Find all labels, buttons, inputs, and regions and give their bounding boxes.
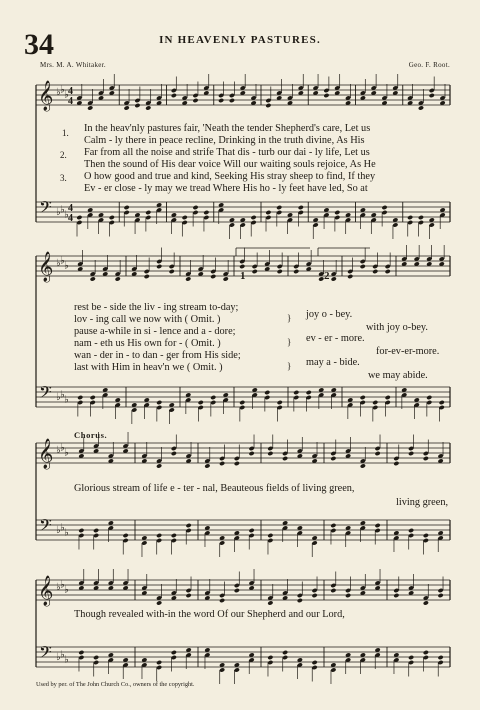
note-head (234, 461, 240, 466)
note-head (277, 400, 283, 405)
verse-line-ending: we may abide. (368, 370, 428, 381)
brace-mark: } (287, 337, 292, 347)
flat-icon: ♭ (56, 207, 61, 218)
copyright-credit: Used by per. of The John Church Co., owners of the copyright. (36, 681, 195, 688)
note-head (418, 105, 424, 110)
note-head (330, 588, 336, 593)
verse-line: wan - der in - to dan - ger from His side; (74, 350, 241, 361)
note-head (347, 274, 353, 279)
time-signature: 4 (68, 96, 73, 107)
flat-icon: ♭ (64, 89, 69, 101)
note-head (375, 523, 381, 528)
note-head (312, 660, 318, 665)
flat-icon: ♭ (64, 209, 69, 221)
flat-icon: ♭ (56, 445, 61, 456)
note-head (331, 276, 337, 281)
note-head (87, 105, 93, 110)
note-head (408, 655, 414, 660)
chorus-line-repeat: living green, (396, 497, 449, 508)
note-head (229, 98, 235, 103)
note-head (297, 598, 303, 603)
note-head (192, 205, 198, 210)
flat-icon: ♭ (56, 525, 61, 536)
note-head (323, 93, 329, 98)
note-head (171, 650, 177, 655)
time-signature: 4 (68, 203, 73, 214)
note-head (203, 210, 209, 215)
note-head (171, 533, 177, 538)
note-head (93, 528, 99, 533)
note-head (423, 456, 429, 461)
note-head (210, 274, 216, 279)
treble-clef-icon: 𝄞 (38, 439, 54, 469)
note-head (293, 269, 299, 274)
note-head (393, 593, 399, 598)
note-head (109, 215, 115, 220)
time-signature: 4 (68, 213, 73, 224)
note-head (234, 588, 240, 593)
note-head (360, 395, 366, 400)
flat-icon: ♭ (56, 392, 61, 403)
verse-line: Ev - er close - ly may we tread Where His ho - ly feet have led, So at (84, 183, 368, 194)
note-head (78, 650, 84, 655)
note-head (156, 600, 162, 605)
flat-icon: ♭ (56, 87, 61, 98)
note-head (124, 105, 130, 110)
verse-line-ending: with joy o-bey. (366, 322, 428, 333)
note-head (156, 264, 162, 269)
note-head (439, 400, 445, 405)
note-head (306, 390, 312, 395)
brace-mark: } (287, 313, 292, 323)
verse-line: In the heav'nly pastures fair, 'Neath the tender Shepherd's care, Let us (84, 123, 371, 134)
note-head (123, 533, 129, 538)
verse-number-3: 3. (60, 173, 67, 183)
note-head (282, 456, 288, 461)
note-head (186, 593, 192, 598)
verse-line: lov - ing call we now with ( Omit. ) (74, 314, 221, 325)
note-head (76, 215, 82, 220)
treble-clef-icon: 𝄞 (38, 576, 54, 606)
flat-icon: ♭ (60, 442, 65, 454)
treble-clef-icon: 𝄞 (38, 81, 54, 111)
verse-line-ending: for-ev-er-more. (376, 346, 440, 357)
note-head (90, 276, 96, 281)
bass-clef-icon: 𝄢 (39, 197, 52, 221)
note-head (239, 400, 245, 405)
note-head (393, 461, 399, 466)
flat-icon: ♭ (64, 447, 69, 459)
note-head (144, 274, 150, 279)
note-head (330, 523, 336, 528)
flat-icon: ♭ (64, 527, 69, 539)
flat-icon: ♭ (56, 582, 61, 593)
note-head (156, 533, 162, 538)
first-ending-number: 1 (240, 270, 246, 282)
bass-clef-icon: 𝄢 (39, 382, 52, 406)
note-head (198, 400, 204, 405)
treble-clef-icon: 𝄞 (38, 252, 54, 282)
verse-line-ending: ev - er - more. (306, 333, 365, 344)
note-head (145, 210, 151, 215)
note-head (77, 395, 83, 400)
bass-clef-icon: 𝄢 (39, 642, 52, 666)
note-head (426, 395, 432, 400)
note-head (334, 210, 340, 215)
note-head (124, 205, 130, 210)
composer-credit: Geo. F. Root. (408, 61, 450, 69)
note-head (423, 533, 429, 538)
note-head (223, 276, 229, 281)
note-head (408, 528, 414, 533)
note-head (78, 528, 84, 533)
time-signature: 4 (68, 86, 73, 97)
note-head (360, 264, 366, 269)
note-head (267, 600, 273, 605)
flat-icon: ♭ (60, 649, 65, 661)
verse-number-2: 2. (60, 150, 67, 160)
verse-line: rest be - side the liv - ing stream to-day; (74, 302, 239, 313)
note-head (293, 390, 299, 395)
note-head (156, 400, 162, 405)
note-head (115, 276, 121, 281)
hymn-title: IN HEAVENLY PASTURES. (159, 34, 321, 46)
note-head (192, 98, 198, 103)
note-head (219, 598, 225, 603)
note-head (360, 463, 366, 468)
note-head (186, 523, 192, 528)
verse-line: nam - eth us His own for - ( Omit. ) (74, 338, 221, 349)
verse-line: Far from all the noise and strife That dis - turb our dai - ly life, Let us (84, 147, 370, 158)
author-credit: Mrs. M. A. Whitaker. (40, 61, 106, 69)
flat-icon: ♭ (60, 255, 65, 267)
note-head (267, 533, 273, 538)
chorus-line: Glorious stream of life e - ter - nal, Beauteous fields of living green, (74, 483, 355, 494)
verse-line: last with Him in heav'n we ( Omit. ) (74, 362, 223, 373)
flat-icon: ♭ (60, 389, 65, 401)
note-head (277, 269, 283, 274)
verse-line-ending: may a - bide. (306, 357, 360, 368)
note-head (423, 600, 429, 605)
hymn-number: 34 (24, 28, 54, 61)
note-head (210, 395, 216, 400)
second-ending-number: 2 (324, 270, 330, 282)
note-head (385, 269, 391, 274)
flat-icon: ♭ (60, 84, 65, 96)
verse-line: Calm - ly there in peace recline, Drinking in the truth divine, As His (84, 135, 365, 146)
note-head (372, 269, 378, 274)
note-head (265, 210, 271, 215)
note-head (375, 451, 381, 456)
note-head (429, 93, 435, 98)
note-head (385, 395, 391, 400)
note-head (171, 451, 177, 456)
note-head (171, 93, 177, 98)
note-head (251, 215, 257, 220)
flat-icon: ♭ (60, 522, 65, 534)
note-head (265, 103, 271, 108)
chorus-line: Though revealed with-in the word Of our Shepherd and our Lord, (74, 609, 345, 620)
note-head (381, 205, 387, 210)
chorus-label: Chorus. (74, 430, 108, 440)
note-head (93, 655, 99, 660)
note-head (267, 451, 273, 456)
note-head (418, 215, 424, 220)
bass-clef-icon: 𝄢 (39, 515, 52, 539)
flat-icon: ♭ (64, 654, 69, 666)
note-head (145, 105, 151, 110)
note-head (264, 390, 270, 395)
note-head (249, 451, 255, 456)
flat-icon: ♭ (60, 579, 65, 591)
verse-line-ending: joy o - bey. (306, 309, 353, 320)
verse-line: O how good and true and kind, Seeking His stray sheep to find, If they (84, 171, 376, 182)
verse-line: pause a-while in si - lence and a - dore; (74, 326, 236, 337)
note-head (249, 528, 255, 533)
note-head (134, 103, 140, 108)
note-head (423, 650, 429, 655)
note-head (330, 456, 336, 461)
flat-icon: ♭ (64, 260, 69, 272)
flat-icon: ♭ (64, 394, 69, 406)
note-head (372, 400, 378, 405)
note-head (298, 205, 304, 210)
note-head (169, 269, 175, 274)
note-head (90, 395, 96, 400)
note-head (156, 660, 162, 665)
note-head (156, 463, 162, 468)
note-head (239, 264, 245, 269)
note-head (407, 215, 413, 220)
note-head (219, 461, 225, 466)
note-head (182, 215, 188, 220)
note-head (345, 593, 351, 598)
note-head (438, 593, 444, 598)
note-head (267, 655, 273, 660)
note-head (252, 269, 258, 274)
flat-icon: ♭ (60, 204, 65, 216)
note-head (282, 650, 288, 655)
note-head (408, 451, 414, 456)
brace-mark: } (287, 361, 292, 371)
verse-number-1: 1. (62, 128, 69, 138)
flat-icon: ♭ (56, 652, 61, 663)
verse-line: Then the sound of His dear voice Will our waiting souls rejoice, As He (84, 159, 376, 170)
note-head (204, 463, 210, 468)
flat-icon: ♭ (64, 584, 69, 596)
note-head (276, 205, 282, 210)
flat-icon: ♭ (56, 258, 61, 269)
note-head (312, 593, 318, 598)
note-head (218, 98, 224, 103)
note-head (185, 276, 191, 281)
note-head (438, 655, 444, 660)
